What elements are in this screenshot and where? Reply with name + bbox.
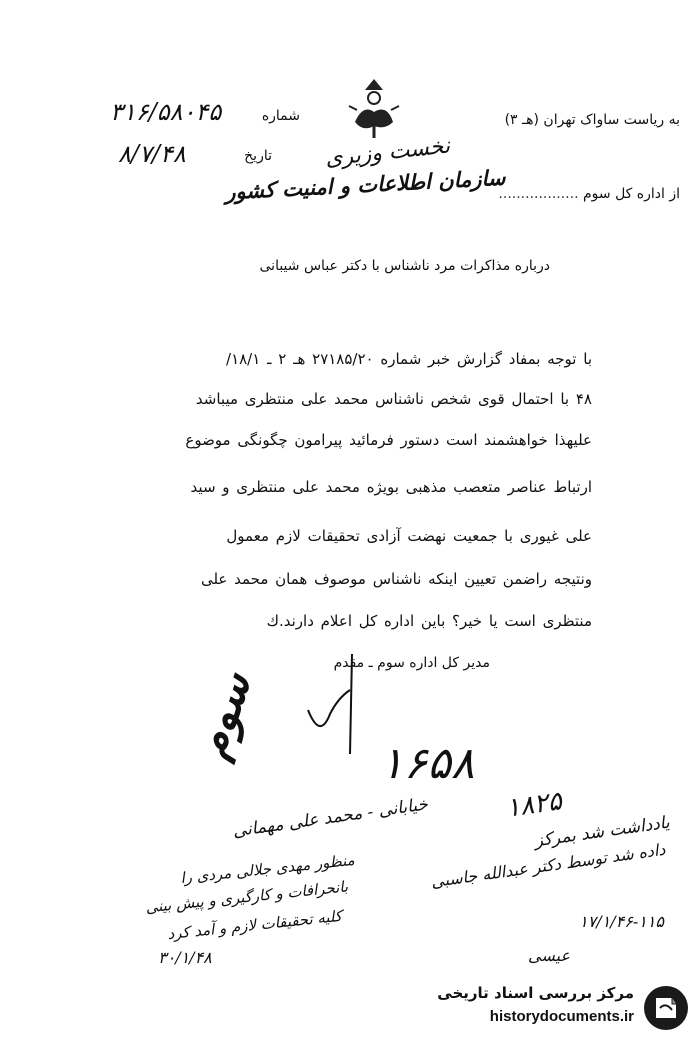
big-handwriting: سوم bbox=[185, 666, 262, 765]
annotation-left-line: بانحرافات و کارگیری و پیش بینی bbox=[144, 877, 349, 917]
letter-number: ۳۱۶/۵۸۰۴۵ bbox=[110, 98, 222, 126]
annotation-right-line: داده شد توسط دکتر عبدالله جاسبی bbox=[429, 839, 667, 892]
watermark-footer bbox=[412, 978, 700, 1038]
vertical-stroke bbox=[300, 650, 360, 760]
ministry-title: نخست وزیری bbox=[324, 133, 452, 172]
org-name: مرکز بررسی اسناد تاریخی bbox=[437, 984, 634, 1002]
website-url: historydocuments.ir bbox=[489, 1008, 634, 1025]
recipient-line: به ریاست ساواک تهران (هـ ۳) bbox=[504, 112, 680, 128]
annotation-right-line: عیسی bbox=[528, 946, 570, 965]
body-line: ۴۸ با احتمال قوی شخص ناشناس محمد علی منتظری میباشد bbox=[195, 390, 592, 408]
annotation-left-date: ۳۰/۱/۴۸ bbox=[158, 948, 212, 967]
stamp-number: ۱۶۵۸ bbox=[380, 738, 475, 789]
letter-date: ۸/۷/۴۸ bbox=[118, 140, 186, 168]
subject-line: درباره مذاکرات مرد ناشناس با دکتر عباس شیبانی bbox=[259, 258, 550, 274]
annotation-right-line: یادداشت شد بمرکز bbox=[533, 812, 671, 852]
from-line: از اداره کل سوم .................. bbox=[498, 186, 680, 202]
date-label: تاریخ bbox=[244, 148, 272, 164]
middle-handwriting: خیابانی - محمد علی مهمانی bbox=[231, 794, 430, 842]
annotation-right-line: ۱۷/۱/۴۶-۱۱۵ bbox=[579, 912, 664, 931]
document-fold-icon bbox=[642, 984, 690, 1032]
body-line: با توجه بمفاد گزارش خبر شماره ۲۷۱۸۵/۲۰ هـ ۲ ـ ۱۸/۱/ bbox=[226, 350, 592, 368]
body-line: علی غیوری با جمعیت نهضت آزادی تحقیقات لازم معمول bbox=[226, 527, 592, 545]
annotation-left-line: کلیه تحقیقات لازم و آمد کرد bbox=[166, 906, 343, 944]
body-line: ارتباط عناصر متعصب مذهبی بویژه محمد علی منتظری و سید bbox=[190, 478, 592, 496]
annotation-right-line: ۱۸۲۵ bbox=[504, 786, 564, 824]
body-line: علیهذا خواهشمند است دستور فرمائید پیرامون چگونگی موضوع bbox=[185, 431, 592, 449]
emblem-icon bbox=[345, 76, 403, 142]
body-line: منتظری است یا خیر؟ باین اداره کل اعلام دارند.ك bbox=[266, 612, 592, 630]
signature-line: مدیر کل اداره سوم ـ مقدم bbox=[333, 655, 490, 671]
agency-name: سازمان اطلاعات و امنیت کشور bbox=[224, 164, 506, 205]
annotation-left-line: منظور مهدی جلالی مردی را bbox=[179, 850, 356, 888]
number-label: شماره bbox=[261, 108, 300, 124]
body-line: ونتیجه راضمن تعیین اینکه ناشناس موصوف همان محمد علی bbox=[200, 570, 592, 588]
